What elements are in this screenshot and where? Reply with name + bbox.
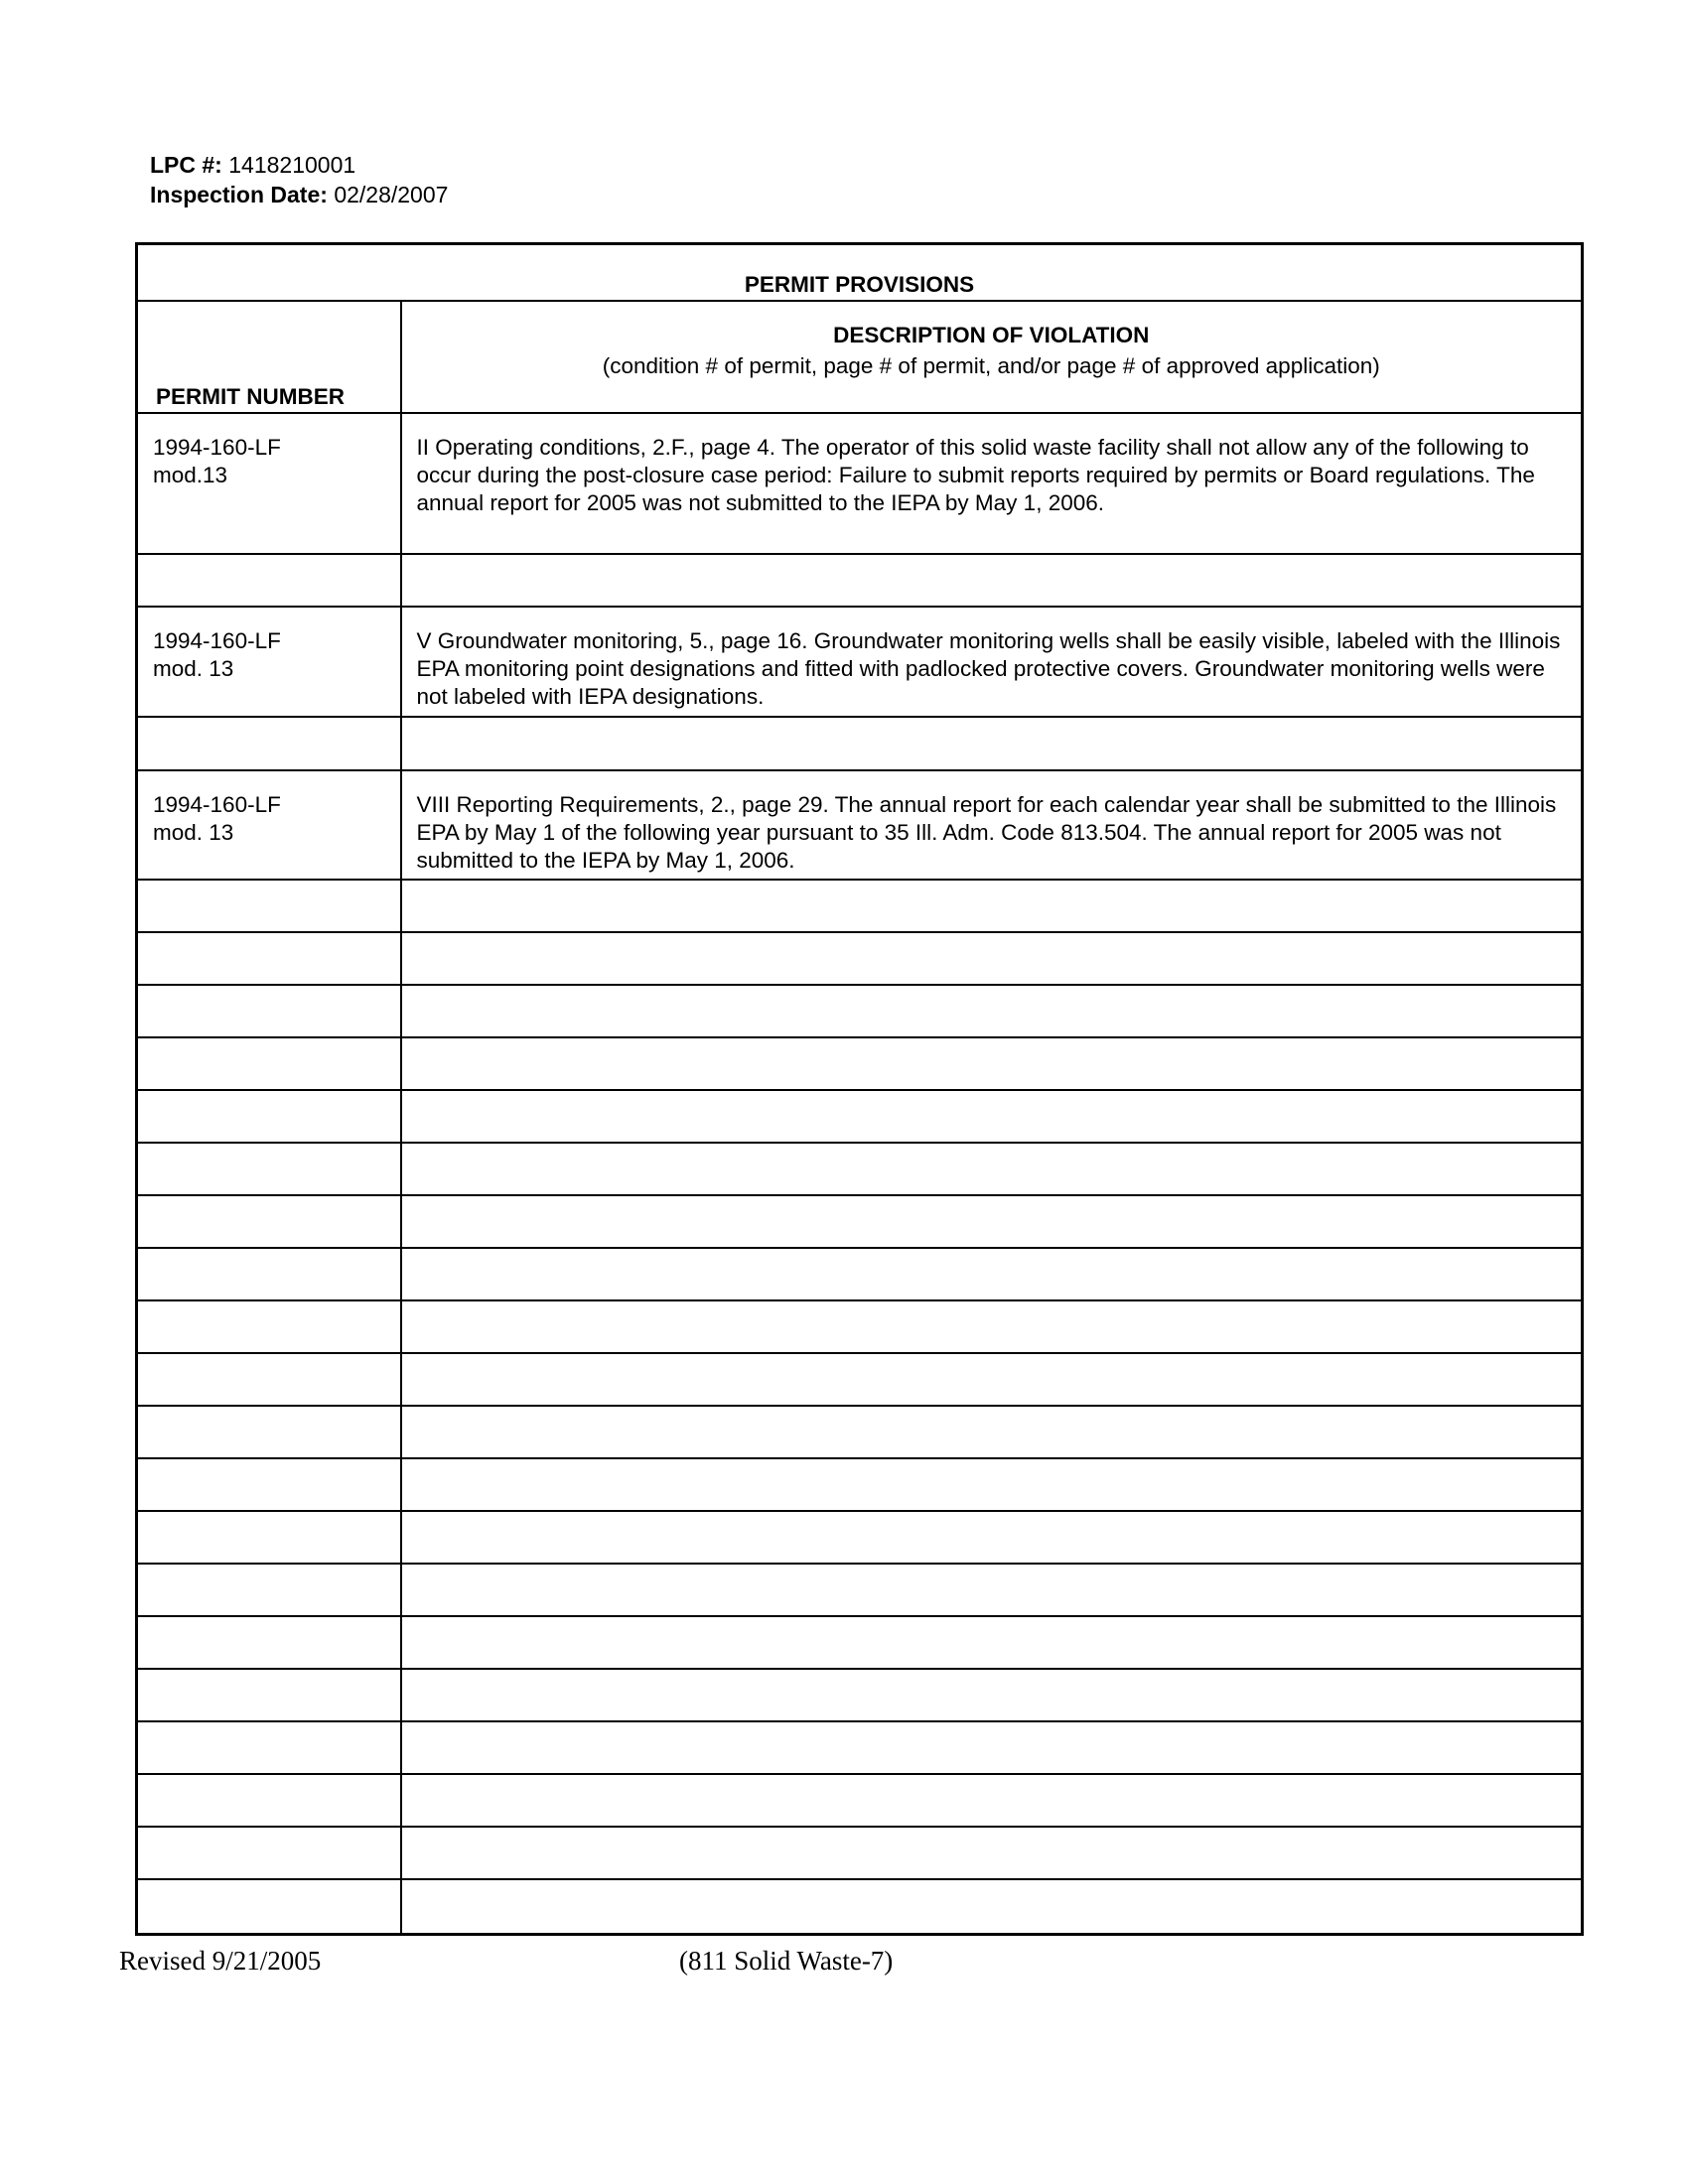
table-row [137, 1616, 1583, 1669]
empty-cell [137, 1827, 401, 1879]
empty-cell [401, 985, 1583, 1037]
table-row [137, 1037, 1583, 1090]
permit-number-line: 1994-160-LF [153, 434, 281, 460]
table-row [137, 1195, 1583, 1248]
empty-cell [137, 554, 401, 607]
table-row [137, 1353, 1583, 1406]
empty-cell [137, 717, 401, 770]
empty-cell [137, 1721, 401, 1774]
empty-cell [401, 1721, 1583, 1774]
empty-cell [401, 1669, 1583, 1721]
table-row [137, 770, 1583, 880]
table-row [137, 607, 1583, 717]
permit-provisions-table [135, 242, 1584, 1936]
empty-cell [137, 1037, 401, 1090]
description-header [401, 301, 1583, 413]
empty-cell [137, 1300, 401, 1353]
empty-cell [401, 1406, 1583, 1458]
permit-mod-line: mod.13 [153, 462, 228, 487]
table-row [137, 717, 1583, 770]
empty-cell [137, 1406, 401, 1458]
table-row [137, 1143, 1583, 1195]
empty-cell [401, 1248, 1583, 1300]
empty-cell [401, 1774, 1583, 1827]
permit-mod-line: mod. 13 [153, 819, 234, 845]
empty-cell [401, 1511, 1583, 1564]
empty-cell [137, 1511, 401, 1564]
empty-cell [137, 1090, 401, 1143]
table-row [137, 1090, 1583, 1143]
empty-cell [401, 1090, 1583, 1143]
table-row [137, 1511, 1583, 1564]
table-row [137, 554, 1583, 607]
permit-number-header: PERMIT NUMBER [137, 301, 401, 413]
empty-cell [137, 1195, 401, 1248]
table-row [137, 1564, 1583, 1616]
description-header-title: DESCRIPTION OF VIOLATION [833, 322, 1150, 347]
empty-cell [401, 1827, 1583, 1879]
violation-description-cell: V Groundwater monitoring, 5., page 16. Groundwater monitoring wells shall be easily visible, labeled with the Illinois EPA monitoring point designations and fitted with padlocked protective covers. Groundwater monitoring wells were not labeled with IEPA designations. [401, 607, 1583, 717]
lpc-label: LPC #: [150, 152, 222, 178]
empty-cell [137, 1879, 401, 1935]
permit-number-cell [137, 770, 401, 880]
empty-cell [401, 1037, 1583, 1090]
lpc-value: 1418210001 [228, 152, 356, 178]
empty-cell [137, 880, 401, 932]
empty-cell [137, 932, 401, 985]
empty-cell [401, 1458, 1583, 1511]
empty-cell [401, 1616, 1583, 1669]
inspection-date-label: Inspection Date: [150, 182, 328, 207]
table-row [137, 1827, 1583, 1879]
permit-number-cell [137, 413, 401, 554]
empty-cell [137, 1564, 401, 1616]
empty-cell [137, 1669, 401, 1721]
column-header-row [137, 301, 1583, 413]
empty-cell [401, 1195, 1583, 1248]
table-row [137, 1300, 1583, 1353]
permit-number-line: 1994-160-LF [153, 627, 281, 653]
empty-cell [401, 880, 1583, 932]
table-title-row [137, 244, 1583, 301]
permit-number-cell [137, 607, 401, 717]
table-row [137, 880, 1583, 932]
table-row [137, 985, 1583, 1037]
empty-cell [137, 985, 401, 1037]
form-code: (811 Solid Waste-7) [679, 1946, 894, 1976]
permit-number-line: 1994-160-LF [153, 791, 281, 817]
empty-cell [401, 932, 1583, 985]
empty-cell [401, 1300, 1583, 1353]
table-row [137, 1879, 1583, 1935]
empty-cell [137, 1458, 401, 1511]
table-row [137, 1774, 1583, 1827]
table-title: PERMIT PROVISIONS [137, 244, 1583, 301]
inspection-date [150, 180, 448, 209]
empty-cell [401, 1143, 1583, 1195]
empty-cell [401, 717, 1583, 770]
empty-cell [137, 1143, 401, 1195]
table-row [137, 1669, 1583, 1721]
empty-cell [401, 1879, 1583, 1935]
table-row [137, 1406, 1583, 1458]
violation-description-cell: VIII Reporting Requirements, 2., page 29. The annual report for each calendar year shall be submitted to the Illinois EPA by May 1 of the following year pursuant to 35 Ill. Adm. Code 813.504. The annual report for 2005 was not submitted to the IEPA by May 1, 2006. [401, 770, 1583, 880]
table-row [137, 1248, 1583, 1300]
empty-cell [137, 1248, 401, 1300]
empty-cell [401, 1564, 1583, 1616]
empty-cell [401, 554, 1583, 607]
empty-cell [401, 1353, 1583, 1406]
revised-date: Revised 9/21/2005 [119, 1946, 322, 1976]
lpc-number [150, 150, 355, 180]
table-row [137, 1721, 1583, 1774]
empty-cell [137, 1353, 401, 1406]
description-header-subtitle: (condition # of permit, page # of permit, and/or page # of approved application) [602, 352, 1380, 378]
table-row [137, 932, 1583, 985]
violation-description-cell: II Operating conditions, 2.F., page 4. The operator of this solid waste facility shall not allow any of the following to occur during the post-closure case period: Failure to submit reports required by permits or Board regulations. The annual report for 2005 was not submitted to the IEPA by May 1, 2006. [401, 413, 1583, 554]
permit-mod-line: mod. 13 [153, 655, 234, 681]
empty-cell [137, 1774, 401, 1827]
table-row [137, 1458, 1583, 1511]
table-row [137, 413, 1583, 554]
empty-cell [137, 1616, 401, 1669]
inspection-date-value: 02/28/2007 [334, 182, 449, 207]
